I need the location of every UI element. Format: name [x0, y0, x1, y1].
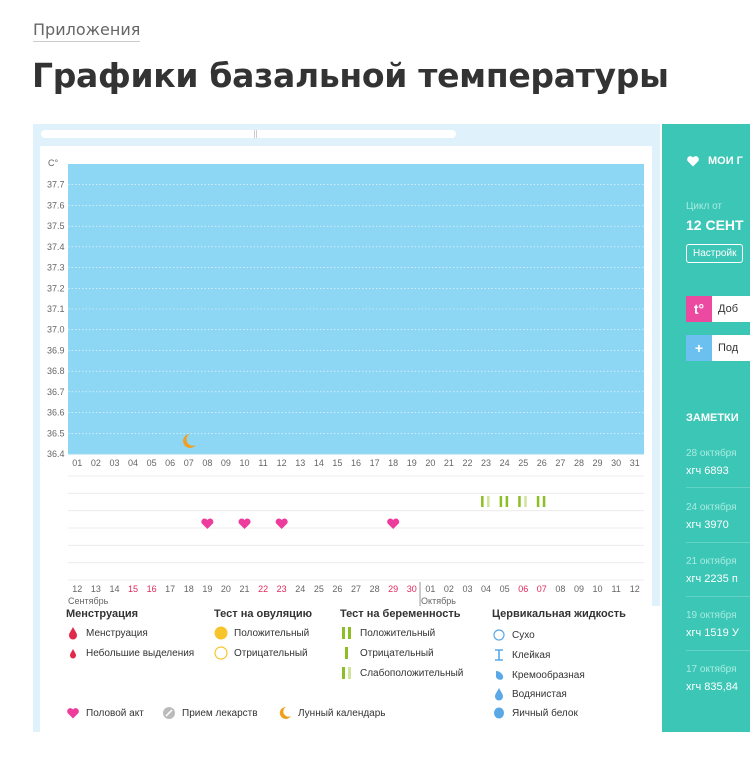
y-tick-label: 37.3: [47, 262, 65, 273]
legend-label: Небольшие выделения: [86, 647, 195, 659]
date-label: 03: [462, 584, 473, 594]
legend-label: Положительный: [360, 627, 436, 639]
x-tick-label: 07: [183, 458, 194, 468]
x-tick-label: 04: [128, 458, 139, 468]
x-tick-label: 30: [611, 458, 622, 468]
note-date[interactable]: 17 октября: [686, 664, 737, 675]
date-label: 14: [109, 584, 120, 594]
plus-icon: +: [686, 335, 712, 361]
date-label: 08: [555, 584, 566, 594]
y-tick-label: 37.2: [47, 283, 65, 294]
x-tick-label: 03: [109, 458, 120, 468]
y-tick-label: 36.5: [47, 428, 65, 439]
note-divider: [686, 650, 750, 651]
legend-ovulation-title: Тест на овуляцию: [214, 608, 313, 620]
legend-label: Отрицательный: [360, 647, 434, 659]
x-tick-label: 25: [518, 458, 529, 468]
note-text[interactable]: хгч 1519 У: [686, 627, 739, 639]
date-label: 20: [220, 584, 231, 594]
pregnancy-test-bar: [487, 496, 490, 507]
y-tick-label: 36.7: [47, 386, 65, 397]
y-tick-label: 37.5: [47, 221, 65, 232]
y-tick-label: 37.7: [47, 179, 65, 190]
temperature-icon: t°: [686, 296, 712, 322]
legend-ovulation-negative: [214, 646, 308, 660]
pregnancy-test-bar: [481, 496, 484, 507]
x-tick-label: 20: [425, 458, 436, 468]
x-tick-label: 24: [499, 458, 510, 468]
date-label: 07: [536, 584, 547, 594]
date-label: 27: [350, 584, 362, 594]
x-tick-label: 26: [536, 458, 547, 468]
sidebar: [662, 124, 750, 732]
drop-large-icon: [66, 626, 80, 640]
date-label: 30: [406, 584, 417, 594]
legend-label: Положительный: [234, 627, 310, 639]
chart-area: [40, 146, 652, 620]
month-label: Сентябрь: [68, 596, 109, 606]
notes-title: ЗАМЕТКИ: [686, 412, 739, 424]
x-tick-label: 09: [220, 458, 231, 468]
x-tick-label: 21: [443, 458, 454, 468]
x-tick-label: 22: [462, 458, 473, 468]
note-date[interactable]: 28 октября: [686, 448, 737, 459]
date-label: 15: [128, 584, 139, 594]
note-date[interactable]: 19 октября: [686, 610, 737, 621]
x-tick-label: 28: [573, 458, 584, 468]
legend-label: Яичный белок: [512, 707, 578, 719]
scrollbar-grip[interactable]: [254, 130, 257, 138]
x-tick-label: 23: [481, 458, 492, 468]
legend-label: Менструация: [86, 627, 148, 639]
moon-icon: [278, 706, 292, 720]
date-label: 02: [443, 584, 454, 594]
legend-spotting-item: [66, 646, 194, 660]
creamy-drop-icon: [492, 668, 506, 682]
y-tick-label: 37.1: [47, 304, 65, 314]
date-label: 18: [183, 584, 194, 594]
add-more-label: Под: [718, 342, 739, 354]
y-tick-label: 37.6: [47, 200, 65, 211]
y-tick-label: 36.8: [47, 366, 65, 377]
horizontal-scrollbar[interactable]: [41, 130, 456, 138]
legend-cervical-watery: [492, 687, 567, 701]
legend-menstruation-title: Менструация: [66, 608, 139, 620]
legend-label: Сухо: [512, 629, 535, 641]
sticky-icon: [492, 648, 506, 662]
y-tick-label: 36.6: [47, 407, 65, 418]
date-label: 11: [611, 584, 621, 594]
date-label: 22: [258, 584, 269, 594]
x-tick-label: 17: [369, 458, 380, 468]
note-divider: [686, 596, 750, 597]
x-tick-label: 13: [295, 458, 306, 468]
heart-icon: [387, 518, 399, 529]
pregnancy-test-bar: [524, 496, 527, 507]
date-label: 04: [481, 584, 492, 594]
date-label: 23: [276, 584, 287, 594]
legend-moon: [278, 706, 386, 720]
water-drop-icon: [492, 687, 506, 701]
x-tick-label: 08: [202, 458, 213, 468]
y-tick-label: 36.9: [47, 345, 65, 356]
y-tick-label: 37.4: [47, 241, 65, 252]
add-temperature-button[interactable]: [686, 296, 750, 322]
legend-label: Кремообразная: [512, 669, 585, 681]
add-temperature-label: Доб: [718, 303, 738, 315]
empty-circle-icon: [214, 646, 228, 660]
date-label: 24: [295, 584, 306, 594]
date-label: 29: [388, 584, 399, 594]
heart-icon: [686, 154, 700, 168]
date-label: 28: [369, 584, 380, 594]
note-text[interactable]: хгч 3970: [686, 519, 729, 531]
yellow-circle-icon: [214, 626, 228, 640]
y-tick-label: 37.0: [47, 324, 65, 335]
page-title: Графики базальной температуры: [32, 56, 669, 95]
double-bar-icon: [340, 626, 354, 640]
legend-pregnancy-positive: [340, 626, 435, 640]
legend-cervical-dry: [492, 628, 535, 642]
legend-pregnancy-title: Тест на беременность: [340, 608, 461, 620]
note-divider: [686, 542, 750, 543]
note-text[interactable]: хгч 835,84: [686, 681, 738, 693]
date-label: 21: [239, 584, 250, 594]
x-tick-label: 10: [239, 458, 250, 468]
date-label: 09: [573, 584, 584, 594]
x-tick-label: 16: [350, 458, 362, 468]
legend-label: Лунный календарь: [298, 707, 386, 719]
settings-button[interactable]: Настройк: [686, 244, 743, 263]
x-tick-label: 18: [388, 458, 399, 468]
x-tick-label: 27: [555, 458, 566, 468]
legend-menstruation-item: [66, 626, 148, 640]
heart-icon: [276, 518, 288, 529]
x-tick-label: 05: [146, 458, 157, 468]
legend-label: Водянистая: [512, 688, 567, 700]
legend-label: Прием лекарств: [182, 707, 258, 719]
legend-pregnancy-weak: [340, 666, 463, 680]
legend-label: Слабоположительный: [360, 667, 464, 679]
date-label: 17: [165, 584, 176, 594]
note-text[interactable]: хгч 6893: [686, 465, 729, 477]
legend-cervical-creamy: [492, 668, 585, 682]
x-tick-label: 31: [629, 458, 640, 468]
legend-cervical-title: Цервикальная жидкость: [492, 608, 626, 620]
legend-label: Отрицательный: [234, 647, 308, 659]
date-label: 06: [518, 584, 529, 594]
note-date[interactable]: 24 октября: [686, 502, 737, 513]
x-tick-label: 01: [72, 458, 83, 468]
legend-medication: [162, 706, 258, 720]
egg-white-icon: [492, 706, 506, 720]
date-label: 25: [313, 584, 324, 594]
heart-icon: [201, 518, 213, 529]
single-bar-icon: [340, 646, 354, 660]
legend-ovulation-positive: [214, 626, 309, 640]
x-tick-label: 12: [276, 458, 287, 468]
cycle-label: Цикл от: [686, 201, 723, 212]
month-label: Октябрь: [421, 596, 456, 606]
legend-pregnancy-negative: [340, 646, 434, 660]
date-label: 05: [499, 584, 510, 594]
pregnancy-test-bar: [543, 496, 546, 507]
y-axis-unit: C°: [48, 158, 59, 168]
pregnancy-test-bar: [537, 496, 540, 507]
pill-icon: [162, 706, 176, 720]
heart-icon: [239, 518, 251, 529]
legend-label: Клейкая: [512, 649, 551, 661]
cycle-date: 12 СЕНТ: [686, 217, 744, 233]
my-charts-label: МОИ Г: [708, 155, 743, 167]
add-more-button[interactable]: [686, 335, 750, 361]
legend-intercourse: [66, 706, 144, 720]
breadcrumb[interactable]: Приложения: [33, 20, 140, 42]
legend-cervical-eggwhite: [492, 706, 578, 720]
x-tick-label: 29: [592, 458, 603, 468]
x-tick-label: 11: [258, 458, 268, 468]
pregnancy-test-bar: [518, 496, 521, 507]
date-label: 12: [72, 584, 83, 594]
dry-circle-icon: [492, 628, 506, 642]
x-tick-label: 06: [165, 458, 176, 468]
x-tick-label: 02: [90, 458, 101, 468]
drop-small-icon: [66, 646, 80, 660]
heart-icon: [66, 706, 80, 720]
date-label: 13: [90, 584, 101, 594]
date-label: 01: [425, 584, 436, 594]
date-label: 26: [332, 584, 343, 594]
faint-double-bar-icon: [340, 666, 354, 680]
pregnancy-test-bar: [506, 496, 509, 507]
legend-cervical-sticky: [492, 648, 550, 662]
x-tick-label: 14: [313, 458, 324, 468]
pregnancy-test-bar: [500, 496, 503, 507]
note-date[interactable]: 21 октября: [686, 556, 737, 567]
note-text[interactable]: хгч 2235 п: [686, 573, 738, 585]
x-tick-label: 15: [332, 458, 343, 468]
note-divider: [686, 487, 750, 488]
temperature-chart: [40, 146, 652, 620]
date-label: 12: [629, 584, 640, 594]
date-label: 10: [592, 584, 603, 594]
x-tick-label: 19: [406, 458, 417, 468]
legend-label: Половой акт: [86, 707, 144, 719]
y-tick-label: 36.4: [47, 449, 65, 459]
legend: [40, 606, 660, 732]
date-label: 16: [146, 584, 157, 594]
my-charts-link[interactable]: [686, 154, 743, 168]
date-label: 19: [202, 584, 213, 594]
